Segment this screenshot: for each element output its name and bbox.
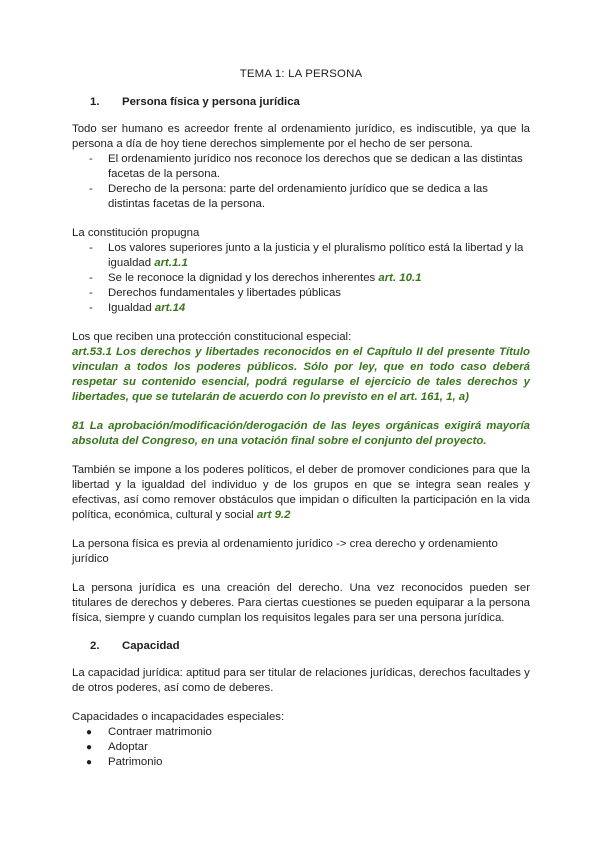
especiales-label: Capacidades o incapacidades especiales: [72,711,285,723]
article-53-quote: art.53.1 Los derechos y libertades reconocidos en el Capítulo II del presente Título vinculan a todos los poderes públicos. Sólo por ley, que en todo caso deberá respetar su contenido esencial, podrá regularse el ejercicio de tales derechos y libertades, que se tutelarán de acuerdo con lo previsto en el art. 161, 1, a) [72,346,530,403]
section-1-title: Persona física y persona jurídica [122,96,300,108]
article-ref: art 9.2 [256,509,291,521]
especiales-list [72,725,530,770]
bullet-icon: ● [86,757,93,768]
section-2-number: 2. [90,640,100,652]
intro-dash-list [72,152,530,212]
dash-item [72,301,530,316]
item-text: Igualdad [108,302,155,314]
constitucion-list [72,241,530,316]
poderes-text: También se impone a los poderes políticos, el deber de promover condiciones para que la libertad y la igualdad del individuo y de los grupos en que se integra sean reales y efectivas, así como remover obstáculos que impidan o dificulten la participación en la vida política, económica, cultural y social [72,464,530,521]
poderes-paragraph [72,463,530,523]
dash-item: - Derecho de la persona: parte del ordenamiento jurídico que se dedica a las distintas facetas de la persona. [72,182,530,212]
dash-item [72,286,530,301]
item-text: Derechos fundamentales y libertades públicas [108,287,342,299]
section-1-heading [72,96,530,108]
capacidad-paragraph: La capacidad jurídica: aptitud para ser titular de relaciones jurídicas, derechos facultades y de otros poderes, así como de deberes. [72,667,530,694]
bullet-text: Adoptar [108,741,148,753]
article-ref: art. 10.1 [378,272,422,284]
bullet-item [72,725,530,740]
bullet-text: Contraer matrimonio [108,726,212,738]
document-title: TEMA 1: LA PERSONA [239,68,363,80]
persona-juridica-paragraph: La persona jurídica es una creación del derecho. Una vez reconocidos pueden ser titulares de derechos y deberes. Para ciertas cuestiones se pueden equiparar a la persona física, siempre y cuando cumplan los requisitos legales para ser una persona jurídica. [72,582,530,624]
section-1-number: 1. [90,96,100,108]
item-text: Los valores superiores junto a la justicia y el pluralismo político está la libertad y la igualdad [108,242,524,269]
section-2-heading [72,640,530,652]
constitucion-label: La constitución propugna [72,227,200,239]
article-ref: art.14 [154,302,186,314]
bullet-icon: ● [86,742,93,753]
persona-fisica-paragraph: La persona física es previa al ordenamiento jurídico -> crea derecho y ordenamiento jurídico [72,538,498,565]
dash-item [72,241,530,271]
bullet-text: Patrimonio [108,756,163,768]
article-ref: art.1.1 [154,257,188,269]
dash-item [72,271,530,286]
bullet-item [72,755,530,770]
intro-paragraph: Todo ser humano es acreedor frente al ordenamiento jurídico, es indiscutible, ya que la persona a día de hoy tiene derechos simplemente por el hecho de ser persona. [72,123,530,150]
bullet-item [72,740,530,755]
dash-item: - El ordenamiento jurídico nos reconoce los derechos que se dedican a las distintas facetas de la persona. [72,152,530,182]
proteccion-label: Los que reciben una protección constitucional especial: [72,331,352,343]
item-text: Se le reconoce la dignidad y los derechos inherentes [108,272,379,284]
document-page [72,68,530,770]
bullet-icon: ● [86,727,93,738]
section-2-title: Capacidad [122,640,180,652]
article-81-quote: 81 La aprobación/modificación/derogación de las leyes orgánicas exigirá mayoría absoluta del Congreso, en una votación final sobre el conjunto del proyecto. [72,420,530,447]
